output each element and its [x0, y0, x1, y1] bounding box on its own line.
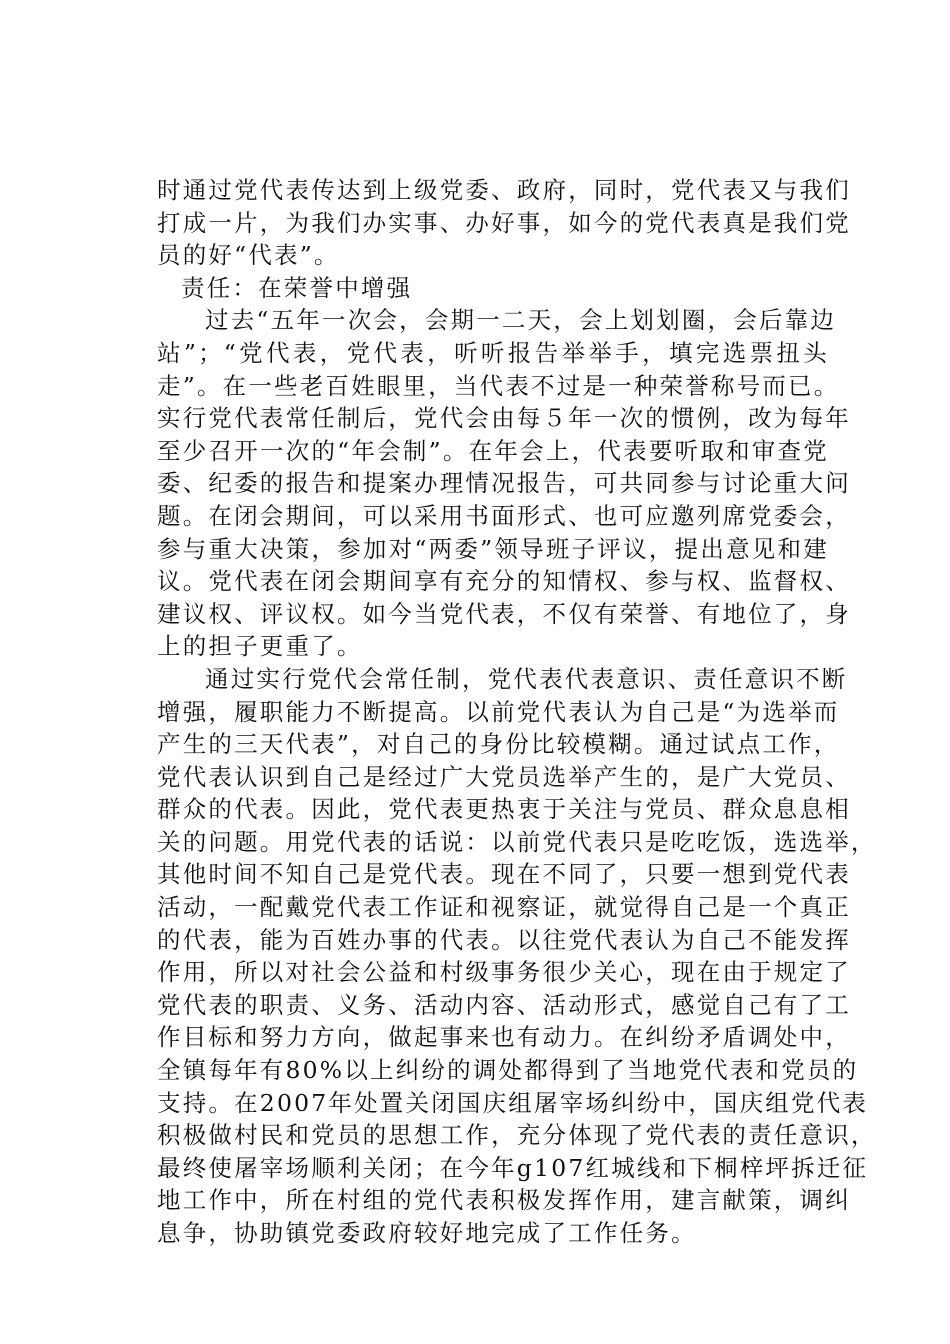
text-line: 过去“五年一次会，会期一二天，会上划划圈，会后靠边 [205, 306, 837, 335]
text-line: 增强，履职能力不断提高。以前党代表认为自己是“为选举而 [157, 697, 840, 726]
text-line: 站”；“党代表，党代表，听听报告举举手，填完选票扭头 [157, 338, 829, 367]
text-line: 参与重大决策，参加对“两委”领导班子评议，提出意见和建 [157, 534, 829, 563]
text-line: 全镇每年有80%以上纠纷的调处都得到了当地党代表和党员的 [157, 1056, 859, 1085]
text-line: 上的担子更重了。 [157, 632, 363, 661]
text-line: 最终使屠宰场顺利关闭；在今年g107红城线和下桐梓坪拆迁征 [157, 1153, 869, 1182]
text-line: 群众的代表。因此，党代表更热衷于关注与党员、群众息息相 [157, 795, 851, 824]
text-line: 产生的三天代表”，对自己的身份比较模糊。通过试点工作， [157, 730, 840, 759]
text-line: 积极做村民和党员的思想工作，充分体现了党代表的责任意识， [157, 1121, 877, 1150]
body-text [157, 174, 877, 1250]
text-line: 作用，所以对社会公益和村级事务很少关心，现在由于规定了 [157, 958, 851, 987]
text-line: 委、纪委的报告和提案办理情况报告，可共同参与讨论重大问 [157, 469, 851, 498]
text-line: 的代表，能为百姓办事的代表。以往党代表认为自己不能发挥 [157, 925, 851, 954]
text-line: 活动，一配戴党代表工作证和视察证，就觉得自己是一个真正 [157, 893, 851, 922]
text-line: 走”。在一些老百姓眼里，当代表不过是一种荣誉称号而已。 [157, 371, 840, 400]
text-line: 关的问题。用党代表的话说：以前党代表只是吃吃饭，选选举， [157, 827, 877, 856]
text-line: 时通过党代表传达到上级党委、政府，同时，党代表又与我们 [157, 176, 851, 204]
text-line: 实行党代表常任制后，党代会由每５年一次的惯例，改为每年 [157, 404, 851, 433]
text-line: 息争，协助镇党委政府较好地完成了工作任务。 [157, 1219, 697, 1247]
text-line: 通过实行党代会常任制，党代表代表意识、责任意识不断 [205, 664, 848, 693]
text-line: 地工作中，所在村组的党代表积极发挥作用，建言献策，调纠 [157, 1186, 851, 1215]
text-line: 作目标和努力方向，做起事来也有动力。在纠纷矛盾调处中， [157, 1023, 851, 1052]
text-line: 题。在闭会期间，可以采用书面形式、也可应邀列席党委会， [157, 501, 851, 530]
text-line: 党代表的职责、义务、活动内容、活动形式，感觉自己有了工 [157, 990, 851, 1019]
text-line: 打成一片，为我们办实事、办好事，如今的党代表真是我们党 [157, 208, 851, 237]
section-heading: 责任：在荣誉中增强 [181, 273, 413, 302]
text-line: 建议权、评议权。如今当党代表，不仅有荣誉、有地位了，身 [157, 599, 851, 628]
text-line: 至少召开一次的“年会制”。在年会上，代表要听取和审查党 [157, 436, 829, 465]
text-line: 议。党代表在闭会期间享有充分的知情权、参与权、监督权、 [157, 567, 851, 596]
text-line: 员的好“代表”。 [157, 241, 340, 270]
text-line: 支持。在2007年处置关闭国庆组屠宰场纠纷中，国庆组党代表 [157, 1088, 869, 1117]
text-line: 党代表认识到自己是经过广大党员选举产生的，是广大党员、 [157, 762, 851, 791]
text-line: 其他时间不知自己是党代表。现在不同了，只要一想到党代表 [157, 860, 851, 889]
